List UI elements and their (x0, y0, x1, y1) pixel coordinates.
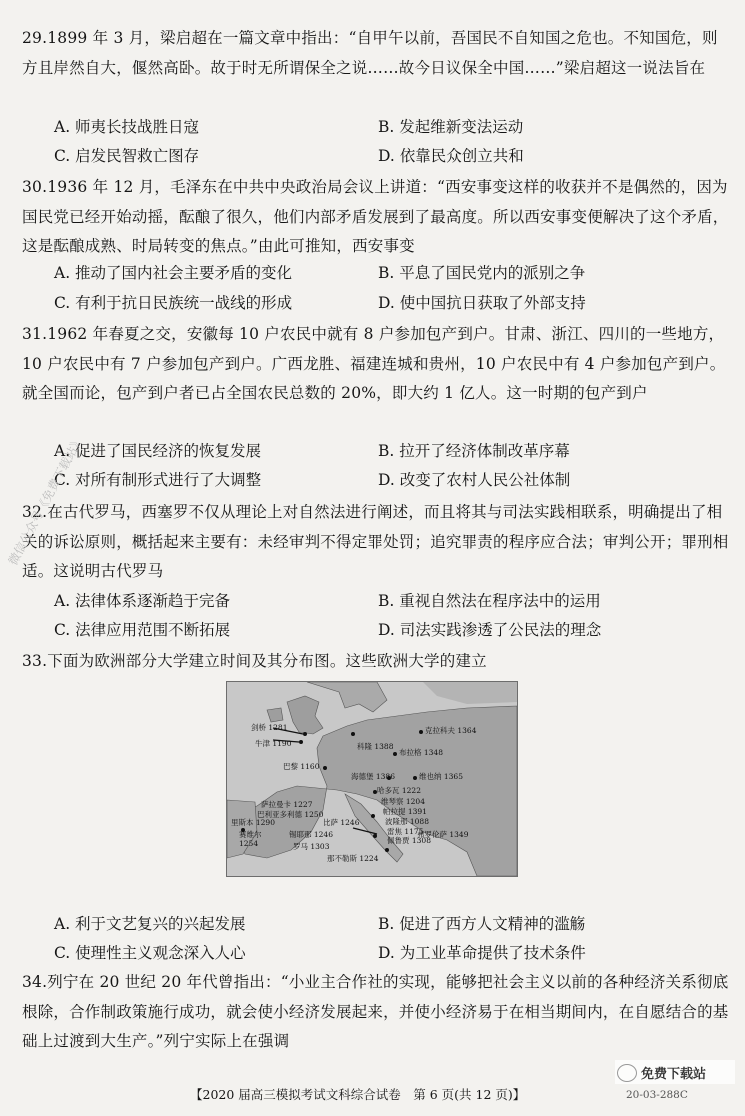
question-31-option-b: B. 拉开了经济体制改革序幕 (378, 442, 570, 460)
watermark-badge-text: 免费下载站 (641, 1067, 707, 1082)
question-29-option-c: C. 启发民智救亡图存 (54, 147, 200, 165)
question-31-option-c: C. 对所有制形式进行了大调整 (54, 471, 262, 489)
city-dot (419, 730, 423, 734)
label-prague: 布拉格 1348 (399, 748, 443, 757)
label-rome: 罗马 1303 (293, 842, 330, 851)
label-valladolid: 巴利亚多利德 1250 (257, 810, 324, 819)
label-padua: 哈多瓦 1222 (377, 786, 421, 795)
label-salamanca: 萨拉曼卡 1227 (261, 800, 313, 809)
vertical-watermark: 微信公众号《免费下载站》 (5, 433, 86, 568)
city-dot (413, 776, 417, 780)
label-cambridge: 剑桥 1281 (251, 723, 288, 732)
question-29-stem: 29.1899 年 3 月，梁启超在一篇文章中指出：“自甲午以前，吾国民不自知国之危也。不知国危，则方且岸然自大，偃然高卧。故于时无所谓保全之说……故今日议保全中国……”梁启超这一说法旨在 (22, 29, 718, 77)
label-bologna: 波隆那 1088 (385, 817, 429, 826)
question-34-stem: 34.列宁在 20 世纪 20 年代曾指出：“小业主合作社的实现，能够把社会主义以前的各种经济关系彻底根除，合作制政策施行成功，就会使小经济发展起来，并使小经济易于在相当期间内，在自愿结合的基础上过渡到大生产。”列宁实际上在强调 (22, 973, 729, 1050)
label-vienna: 维也纳 1365 (419, 772, 463, 781)
question-33-stem: 33.下面为欧洲部分大学建立时间及其分布图。这些欧洲大学的建立 (22, 652, 487, 670)
question-30-option-c: C. 有利于抗日民族统一战线的形成 (54, 294, 293, 312)
label-paris: 巴黎 1160 (283, 762, 320, 771)
label-cologne: 科隆 1388 (357, 742, 394, 751)
watermark-badge (615, 1060, 735, 1084)
label-naples: 那不勒斯 1224 (327, 854, 379, 863)
europe-universities-map (226, 681, 518, 877)
city-dot (323, 766, 327, 770)
label-florence: 弗罗伦萨 1349 (417, 830, 469, 839)
question-30-option-b: B. 平息了国民党内的派别之争 (378, 264, 586, 282)
question-31-stem: 31.1962 年春夏之交，安徽每 10 户农民中就有 8 户参加包产到户。甘肃、浙江、四川的一些地方，10 户农民中有 7 户参加包产到户。广西龙胜、福建连城和贵州，10 户农民中有 4 户参加包产到户。就全国而论，包产到户者已占全国农民总数的 20%，即大约 1 亿人。这一时期的包产到户 (22, 325, 726, 402)
exam-code: 20-03-288C (626, 1089, 688, 1101)
city-dot (371, 814, 375, 818)
label-oxford: 牛津 1190 (255, 739, 292, 748)
label-perugia: 佩鲁贾 1308 (387, 836, 431, 845)
label-pavia: 帕拉提 1391 (383, 807, 427, 816)
question-29-option-d: D. 依靠民众创立共和 (378, 147, 524, 165)
label-krakow: 克拉科夫 1364 (425, 726, 477, 735)
city-dot (373, 834, 377, 838)
label-siena: 锡耶那 1246 (289, 830, 333, 839)
label-heidelberg: 海德堡 1386 (351, 772, 395, 781)
label-pisa: 比萨 1246 (323, 818, 360, 827)
city-dot (393, 752, 397, 756)
question-29-option-a: A. 师夷长技战胜日寇 (54, 118, 200, 136)
question-31-option-d: D. 改变了农村人民公社体制 (378, 471, 571, 489)
question-32-option-b: B. 重视自然法在程序法中的运用 (378, 592, 601, 610)
question-30-stem: 30.1936 年 12 月，毛泽东在中共中央政治局会议上讲道：“西安事变这样的收获并不是偶然的，因为国民党已经开始动摇，酝酿了很久，他们内部矛盾发展到了最高度。所以西安事变便解决了这个矛盾，这是酝酿成熟、时局转变的焦点。”由此可推知，西安事变 (22, 178, 729, 255)
city-dot (351, 732, 355, 736)
question-33-option-a: A. 利于文艺复兴的兴起发展 (54, 915, 246, 933)
label-lisbon: 里斯本 1290 (231, 818, 275, 827)
question-32-option-d: D. 司法实践渗透了公民法的理念 (378, 621, 602, 639)
page-footer: 【2020 届高三模拟考试文科综合试卷 第 6 页(共 12 页)】 (190, 1087, 526, 1102)
question-32-option-a: A. 法律体系逐渐趋于完备 (54, 592, 231, 610)
question-32-stem: 32.在古代罗马，西塞罗不仅从理论上对自然法进行阐述，而且将其与司法实践相联系，明确提出了相关的诉讼原则，概括起来主要有：未经审判不得定罪处罚；追究罪责的程序应合法；审判公开；罪刑相适。这说明古代罗马 (22, 503, 729, 580)
city-dot (299, 740, 303, 744)
question-33-option-b: B. 促进了西方人文精神的滥觞 (378, 915, 586, 933)
question-33-option-c: C. 使理性主义观念深入人心 (54, 944, 246, 962)
question-32-option-c: C. 法律应用范围不断拓展 (54, 621, 231, 639)
label-reggio: 雷焦 1175 (387, 827, 424, 836)
label-vicenza: 维琴察 1204 (381, 797, 425, 806)
question-30-option-d: D. 使中国抗日获取了外部支持 (378, 294, 586, 312)
question-31-option-a: A. 促进了国民经济的恢复发展 (54, 442, 262, 460)
city-dot (385, 848, 389, 852)
label-seville: 赛维尔 1254 (239, 830, 262, 848)
question-29-option-b: B. 发起维新变法运动 (378, 118, 524, 136)
question-33-option-d: D. 为工业革命提供了技术条件 (378, 944, 586, 962)
city-dot (303, 732, 307, 736)
question-30-option-a: A. 推动了国内社会主要矛盾的变化 (54, 264, 293, 282)
wechat-icon (617, 1064, 637, 1082)
